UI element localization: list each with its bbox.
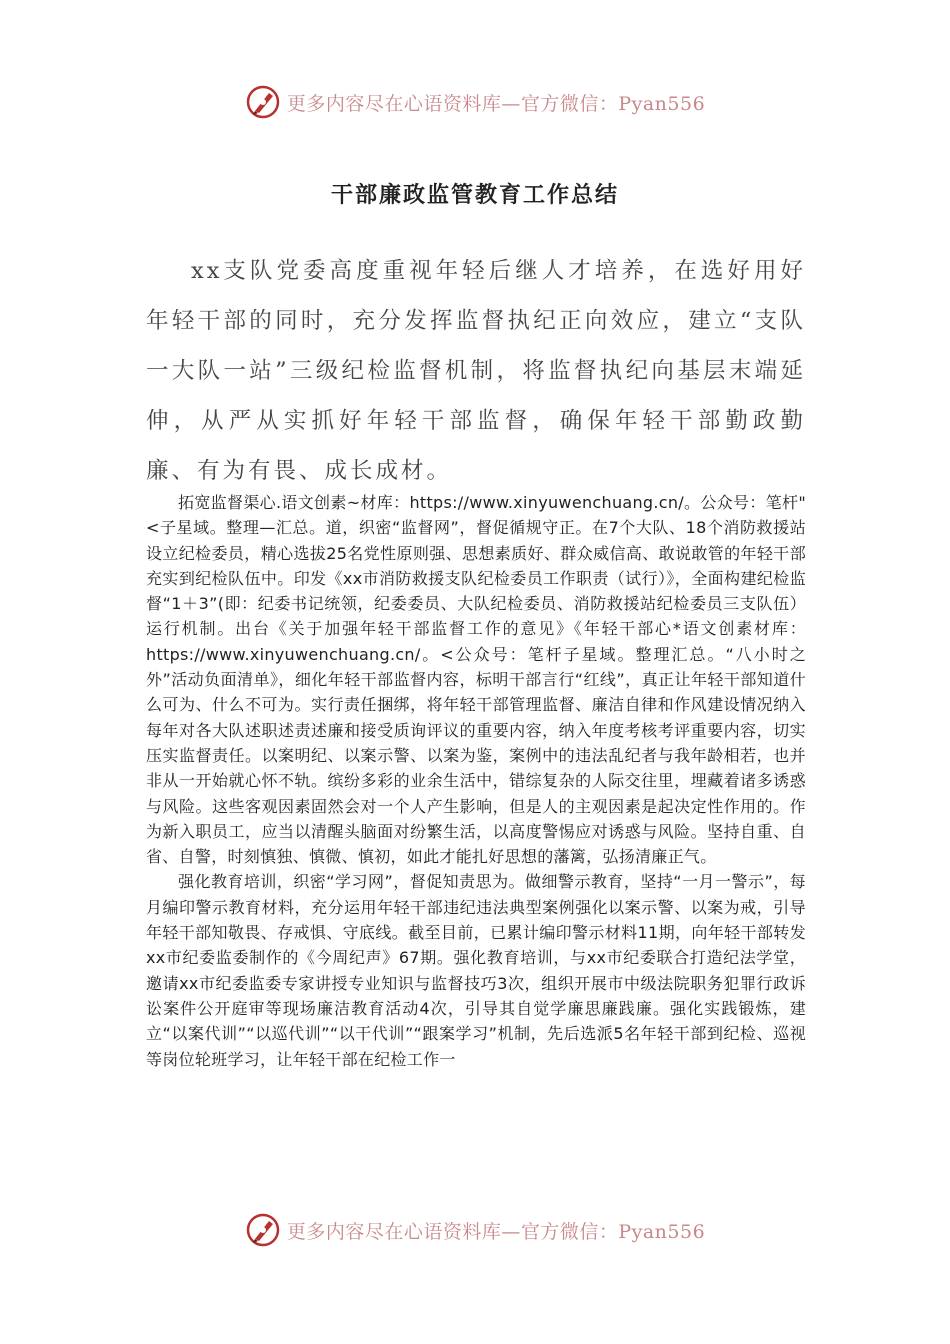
pen-logo-icon	[245, 1212, 281, 1248]
header-banner	[0, 82, 950, 122]
body-paragraph: 强化教育培训，织密“学习网”，督促知责思为。做细警示教育，坚持“一月一警示”，每月编印警示教育材料，充分运用年轻干部违纪违法典型案例强化以案示警、以案为戒，引导年轻干部知敬畏、存戒惧、守底线。截至目前，已累计编印警示材料11期，向年轻干部转发xx市纪委监委制作的《今周纪声》67期。强化教育培训，与xx市纪委联合打造纪法学堂，邀请xx市纪委监委专家讲授专业知识与监督技巧3次，组织开展市中级法院职务犯罪行政诉讼案件公开庭审等现场廉洁教育活动4次，引导其自觉学廉思廉践廉。强化实践锻炼，建立“以案代训”“以巡代训”“以干代训”“跟案学习”机制，先后选派5名年轻干部到纪检、巡视等岗位轮班学习，让年轻干部在纪检工作一	[146, 872, 806, 1069]
banner-text: 更多内容尽在心语资料库—官方微信：Pyan556	[286, 1220, 706, 1243]
document-title: 干部廉政监管教育工作总结	[330, 182, 619, 208]
banner-text: 更多内容尽在心语资料库—官方微信：Pyan556	[286, 92, 706, 115]
footer-banner	[0, 1210, 950, 1250]
document-body	[146, 490, 806, 1072]
lead-paragraph: xx支队党委高度重视年轻后继人才培养，在选好用好年轻干部的同时，充分发挥监督执纪正向效应，建立“支队一大队一站”三级纪检监督机制，将监督执纪向基层末端延伸，从严从实抓好年轻干部监督，确保年轻干部勤政勤廉、有为有畏、成长成材。	[146, 258, 806, 484]
body-paragraph: 拓宽监督渠心.语文创素~材库：https://www.xinyuwenchuang.cn/。公众号：笔杆"<子星域。整理—汇总。道，织密“监督网”，督促循规守正。在7个大队、18个消防救援站设立纪检委员，精心选拔25名党性原则强、思想素质好、群众威信高、敢说敢管的年轻干部充实到纪检队伍中。印发《xx市消防救援支队纪检委员工作职责（试行）》，全面构建纪检监督“1＋3”(即：纪委书记统领，纪委委员、大队纪检委员、消防救援站纪检委员三支队伍）运行机制。出台《关于加强年轻干部监督工作的意见》《年轻干部心*语文创素材库：https://www.xinyuwenchuang.cn/。<公众号：笔杆子星域。整理汇总。“八小时之外”活动负面清单》，细化年轻干部监督内容，标明干部言行“红线”，真正让年轻干部知道什么可为、什么不可为。实行责任捆绑，将年轻干部管理监督、廉洁自律和作风建设情况纳入每年对各大队述职述责述廉和接受质询评议的重要内容，纳入年度考核考评重要内容，切实压实监督责任。以案明纪、以案示警、以案为鉴，案例中的违法乱纪者与我年龄相若，也并非从一开始就心怀不轨。缤纷多彩的业余生活中，错综复杂的人际交往里，埋藏着诸多诱惑与风险。这些客观因素固然会对一个人产生影响，但是人的主观因素是起决定性作用的。作为新入职员工，应当以清醒头脑面对纷繁生活，以高度警惕应对诱惑与风险。坚持自重、自省、自警，时刻慎独、慎微、慎初，如此才能扎好思想的藩篱，弘扬清廉正气。	[146, 493, 806, 867]
pen-logo-icon	[245, 84, 281, 120]
